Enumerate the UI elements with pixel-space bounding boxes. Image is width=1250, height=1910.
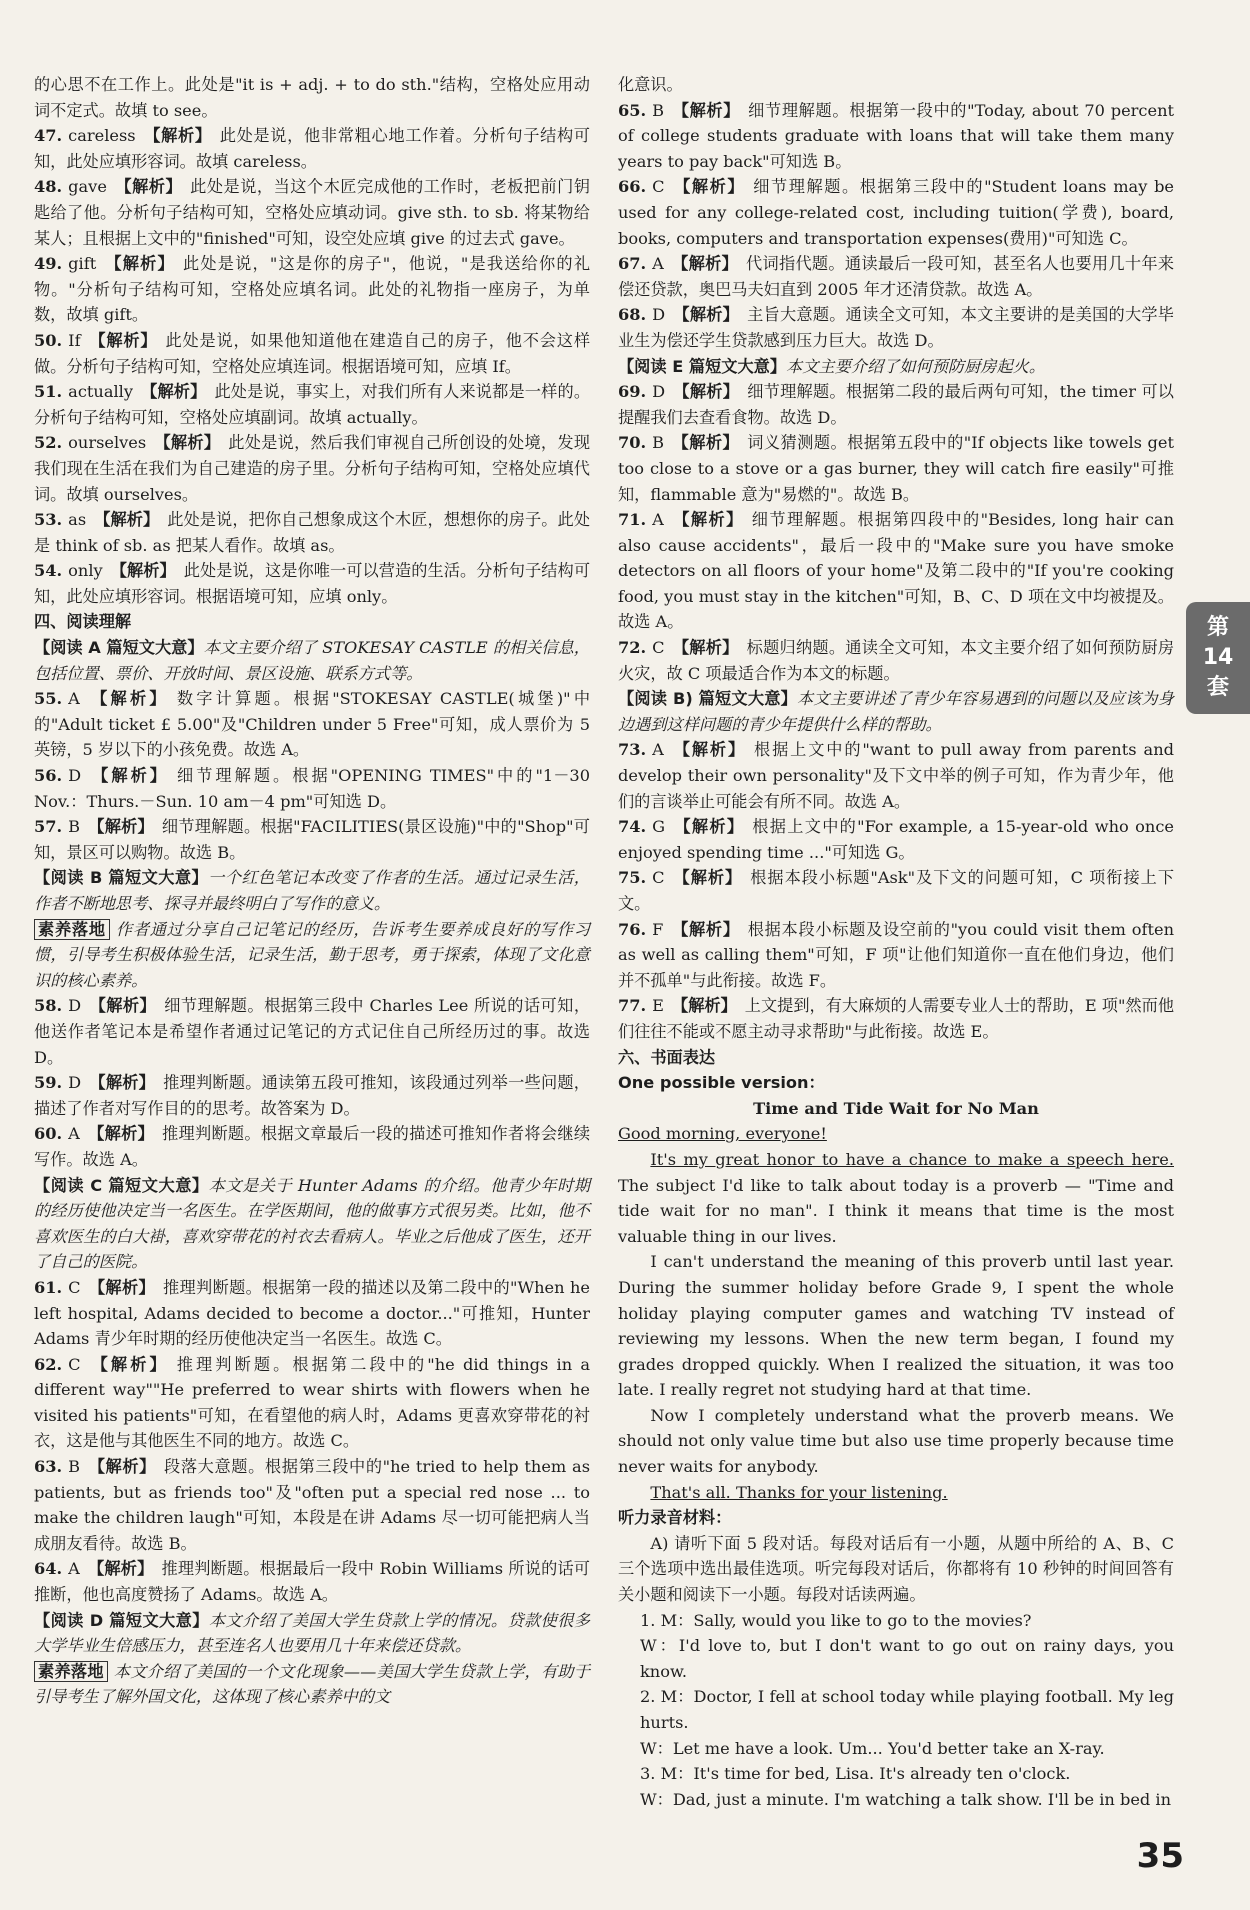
summary-label: 【阅读 B 篇短文大意】 bbox=[34, 868, 209, 888]
analysis-text: 此处是说，当这个木匠完成他的工作时，老板把前门钥匙给了他。分析句子结构可知，空格处应填动词。give sth. to sb. 将某物给某人；且根据上文中的"finished"可知，设空处应填 give 的过去式 gave。 bbox=[34, 177, 591, 248]
summary-text: 本文主要讲述了青少年容易遇到的问题以及应该为身边遇到这样问题的青少年提供什么样的帮助。 bbox=[618, 689, 1174, 734]
answer-item bbox=[618, 814, 1174, 865]
analysis-text: 此处是说，如果他知道他在建造自己的房子，他不会这样做。分析句子结构可知，空格处应填连词。根据语境可知，应填 If。 bbox=[34, 330, 591, 376]
analysis-text: 此处是说，把你自己想象成这个木匠，想想你的房子。此处是 think of sb. as 把某人看作。故填 as。 bbox=[34, 510, 591, 555]
answer-item bbox=[34, 814, 590, 865]
dialog-line: 1. M：Sally, would you like to go to the movies? bbox=[640, 1610, 1032, 1630]
summary-text: 本文是关于 Hunter Adams 的介绍。他青少年时期的经历使他决定当一名医生。在学医期间，他的做事方式很另类。比如，他不喜欢医生的白大褂，喜欢穿带花的衬衣去看病人。毕业之后他成了医生，还开了自己的医院。 bbox=[34, 1175, 590, 1272]
analysis-label: 【解析】 bbox=[104, 254, 175, 274]
page-number: 35 bbox=[1136, 1836, 1184, 1876]
question-number: 49. bbox=[34, 254, 63, 274]
analysis-label: 【解析】 bbox=[672, 177, 746, 197]
analysis-text: 代词指代题。通读最后一段可知，甚至名人也要用几十年来偿还贷款，奥巴马夫妇直到 2005 年才还清贷款。故选 A。 bbox=[618, 254, 1175, 299]
question-number: 47. bbox=[34, 126, 63, 146]
answer-item bbox=[618, 917, 1174, 994]
answer-item bbox=[618, 635, 1174, 686]
answer-choice: only bbox=[68, 561, 103, 581]
listening-instructions: A) 请听下面 5 段对话。每段对话后有一小题，从题中所给的 A、B、C 三个选项中选出最佳选项。听完每段对话后，你都将有 10 秒钟的时间回答有关小题和阅读下一小题。每段对话读两遍。 bbox=[618, 1533, 1174, 1605]
answer-item bbox=[34, 251, 590, 328]
question-number: 56. bbox=[34, 766, 63, 786]
passage-summary bbox=[34, 865, 590, 916]
left-column bbox=[34, 72, 590, 1710]
answer-choice: D bbox=[68, 1073, 82, 1093]
analysis-label: 【解析】 bbox=[154, 433, 221, 453]
answer-item bbox=[618, 251, 1174, 302]
question-number: 75. bbox=[618, 868, 647, 888]
question-number: 52. bbox=[34, 433, 63, 453]
passage-summary bbox=[618, 686, 1174, 737]
answer-choice: gave bbox=[68, 177, 107, 197]
question-number: 76. bbox=[618, 919, 647, 939]
analysis-label: 【解析】 bbox=[88, 1354, 169, 1374]
answer-item bbox=[34, 1121, 590, 1172]
analysis-text: 推理判断题。根据最后一段中 Robin Williams 所说的话可推断，他也高度赞扬了 Adams。故选 A。 bbox=[34, 1559, 590, 1605]
answer-item bbox=[618, 302, 1174, 353]
analysis-text: 细节理解题。根据第二段的最后两句可知，the timer 可以提醒我们去查看食物。故选 D。 bbox=[618, 382, 1174, 427]
answer-choice: C bbox=[68, 1277, 81, 1297]
analysis-label: 【解析】 bbox=[671, 510, 744, 530]
analysis-label: 【解析】 bbox=[87, 1559, 154, 1579]
essay-greeting-text: Good morning, everyone! bbox=[618, 1124, 827, 1144]
literacy-note bbox=[34, 917, 590, 994]
analysis-text: 此处是说，然后我们审视自己所创设的处境，发现我们现在生活在我们为自己建造的房子里。分析句子结构可知，空格处应填代词。故填 ourselves。 bbox=[34, 433, 591, 504]
question-number: 62. bbox=[34, 1354, 63, 1374]
question-number: 61. bbox=[34, 1277, 63, 1297]
essay-paragraph bbox=[618, 1403, 1174, 1480]
section-heading: 听力录音材料： bbox=[618, 1508, 732, 1528]
analysis-label: 【解析】 bbox=[140, 382, 207, 402]
analysis-label: 【解析】 bbox=[114, 177, 183, 197]
question-number: 68. bbox=[618, 305, 647, 325]
analysis-label: 【解析】 bbox=[672, 996, 737, 1016]
analysis-text: 细节理解题。根据第一段中的"Today, about 70 percent of college students graduate with loans that will take them many years to pay back"可知选 B。 bbox=[618, 100, 1174, 171]
answer-choice: D bbox=[68, 766, 82, 786]
answer-choice: If bbox=[68, 330, 81, 350]
analysis-label: 【解析】 bbox=[88, 1277, 155, 1297]
answer-item bbox=[618, 174, 1174, 251]
question-number: 54. bbox=[34, 561, 63, 581]
question-number: 73. bbox=[618, 740, 647, 760]
analysis-text: 细节理解题。根据第三段中 Charles Lee 所说的话可知，他送作者笔记本是希望作者通过记笔记的方式记住自己所经历过的事。故选 D。 bbox=[34, 996, 591, 1067]
answer-choice: A bbox=[68, 689, 80, 709]
answer-choice: G bbox=[652, 817, 666, 837]
question-number: 64. bbox=[34, 1559, 63, 1579]
answer-item bbox=[34, 763, 590, 814]
question-number: 67. bbox=[618, 254, 647, 274]
passage-summary bbox=[34, 1608, 590, 1659]
answer-choice: C bbox=[652, 638, 665, 658]
answer-choice: D bbox=[652, 382, 666, 402]
analysis-text: 推理判断题。根据第一段的描述以及第二段中的"When he left hospital, Adams decided to become a doctor..."可推知，Hunter Adams 青少年时期的经历使他决定当一名医生。故选 C。 bbox=[34, 1277, 590, 1349]
answer-item bbox=[618, 507, 1174, 635]
analysis-text: 此处是说，他非常粗心地工作着。分析句子结构可知，此处应填形容词。故填 careless。 bbox=[34, 126, 590, 171]
answer-choice: C bbox=[652, 868, 665, 888]
analysis-label: 【解析】 bbox=[89, 1073, 156, 1093]
question-number: 48. bbox=[34, 177, 63, 197]
question-number: 50. bbox=[34, 330, 63, 350]
answer-item bbox=[618, 993, 1174, 1044]
question-number: 58. bbox=[34, 996, 63, 1016]
dialog-line: W：Let me have a look. Um... You'd better take an X-ray. bbox=[640, 1738, 1105, 1758]
question-number: 60. bbox=[34, 1124, 63, 1144]
analysis-label: 【解析】 bbox=[110, 561, 176, 581]
passage-summary bbox=[34, 635, 590, 686]
answer-item bbox=[618, 737, 1174, 814]
analysis-text: 段落大意题。根据第三段中的"he tried to help them as patients, but as friends too"及"often put a special red nose ... to make the children laugh"可知，本段是在讲 Adams 尽一切可能把病人当成朋友看待。故选 B。 bbox=[34, 1457, 590, 1553]
question-number: 77. bbox=[618, 996, 647, 1016]
literacy-badge: 素养落地 bbox=[34, 919, 110, 940]
dialog-line: W：I'd love to, but I don't want to go out on rainy days, you know. bbox=[640, 1636, 1174, 1681]
answer-choice: F bbox=[652, 919, 664, 939]
answer-item bbox=[34, 174, 590, 251]
passage-summary bbox=[34, 1173, 590, 1275]
analysis-text: 数字计算题。根据"STOKESAY CASTLE(城堡)"中的"Adult ticket £ 5.00"及"Children under 5 Free"可知，成人票价为 5 英镑，5 岁以下的小孩免费。故选 A。 bbox=[34, 689, 591, 760]
question-number: 53. bbox=[34, 510, 63, 530]
set-tab-prefix: 第 bbox=[1206, 615, 1229, 640]
analysis-label: 【解析】 bbox=[88, 1457, 156, 1477]
essay-text: I can't understand the meaning of this proverb until last year. During the summer holiday before Grade 9, I spent the whole holiday playing computer games and watching TV instead of reviewing my lessons. When the new term began, I found my grades dropped quickly. When I realized the situation, it was too late. I really regret not studying hard at that time. bbox=[618, 1252, 1174, 1400]
section-heading: 六、书面表达 bbox=[618, 1047, 716, 1067]
analysis-label: 【解析】 bbox=[673, 382, 740, 402]
essay-greeting bbox=[618, 1121, 1174, 1147]
analysis-label: 【解析】 bbox=[672, 100, 741, 120]
analysis-text: 细节理解题。根据"FACILITIES(景区设施)"中的"Shop"可知，景区可以购物。故选 B。 bbox=[34, 817, 590, 862]
summary-label: 【阅读 A 篇短文大意】 bbox=[34, 638, 204, 658]
set-tab-suffix: 套 bbox=[1206, 675, 1229, 700]
essay-underlined: That's all. Thanks for your listening. bbox=[650, 1482, 948, 1502]
analysis-text: 根据上文中的"want to pull away from parents and develop their own personality"及下文中举的例子可知，作为青少年，他们的言谈举止可能会有所不同。故选 A。 bbox=[618, 740, 1174, 811]
analysis-text: 此处是说，事实上，对我们所有人来说都是一样的。分析句子结构可知，空格处应填副词。故填 actually。 bbox=[34, 382, 591, 427]
analysis-label: 【解析】 bbox=[87, 1124, 155, 1144]
answer-choice: E bbox=[652, 996, 664, 1016]
answer-choice: A bbox=[652, 510, 664, 530]
summary-text: 本文主要介绍了如何预防厨房起火。 bbox=[786, 356, 1046, 376]
answer-choice: ourselves bbox=[68, 433, 147, 453]
question-number: 70. bbox=[618, 433, 647, 453]
analysis-text: 此处是说，这是你唯一可以营造的生活。分析句子结构可知，此处应填形容词。根据语境可知，应填 only。 bbox=[34, 561, 591, 606]
answer-item bbox=[34, 1275, 590, 1352]
answer-choice: D bbox=[68, 996, 82, 1016]
question-number: 74. bbox=[618, 817, 647, 837]
summary-text: 一个红色笔记本改变了作者的生活。通过记录生活，作者不断地思考、探寻并最终明白了写作的意义。 bbox=[34, 868, 590, 913]
analysis-label: 【解析】 bbox=[88, 330, 158, 350]
answer-item bbox=[34, 328, 590, 379]
answer-choice: D bbox=[652, 305, 666, 325]
question-number: 69. bbox=[618, 382, 647, 402]
answer-choice: B bbox=[652, 433, 665, 453]
answer-item bbox=[618, 98, 1174, 175]
answer-choice: B bbox=[652, 100, 665, 120]
answer-item bbox=[34, 430, 590, 507]
analysis-label: 【解析】 bbox=[671, 919, 740, 939]
question-number: 63. bbox=[34, 1457, 63, 1477]
question-number: 65. bbox=[618, 100, 647, 120]
answer-choice: A bbox=[652, 254, 664, 274]
analysis-label: 【解析】 bbox=[671, 254, 739, 274]
summary-label: 【阅读 C 篇短文大意】 bbox=[34, 1175, 209, 1195]
answer-choice: as bbox=[68, 510, 87, 530]
question-number: 59. bbox=[34, 1073, 63, 1093]
answer-choice: C bbox=[68, 1354, 81, 1374]
set-tab-number: 14 bbox=[1202, 645, 1234, 670]
analysis-text: 根据本段小标题及设空前的"you could visit them often as well as calling them"可知，F 项"让他们知道你一直在他们身边，他们并不孤单"与此衔接。故选 F。 bbox=[618, 919, 1175, 990]
question-number: 72. bbox=[618, 638, 647, 658]
literacy-text: 本文介绍了美国的一个文化现象——美国大学生贷款上学，有助于引导考生了解外国文化，这体现了核心素养中的文 bbox=[34, 1661, 591, 1707]
analysis-text: 标题归纳题。通读全文可知，本文主要介绍了如何预防厨房火灾，故 C 项最适合作为本文的标题。 bbox=[618, 638, 1175, 683]
section-heading: One possible version： bbox=[618, 1073, 825, 1093]
dialog-line: 2. M：Doctor, I fell at school today while playing football. My leg hurts. bbox=[640, 1687, 1174, 1732]
question-number: 57. bbox=[34, 817, 63, 837]
summary-label: 【阅读 D 篇短文大意】 bbox=[34, 1610, 209, 1630]
question-number: 66. bbox=[618, 177, 647, 197]
answer-item bbox=[34, 686, 590, 763]
answer-choice: B bbox=[68, 1457, 81, 1477]
analysis-text: 根据本段小标题"Ask"及下文的问题可知，C 项衔接上下文。 bbox=[618, 868, 1175, 913]
analysis-text: 词义猜测题。根据第五段中的"If objects like towels get too close to a stove or a gas burner, they will catch fire easily"可推知，flammable 意为"易燃的"。故选 B。 bbox=[618, 433, 1174, 504]
analysis-label: 【解析】 bbox=[89, 996, 157, 1016]
answer-choice: gift bbox=[68, 254, 97, 274]
answer-item bbox=[34, 1454, 590, 1556]
answer-choice: actually bbox=[68, 382, 133, 402]
analysis-text: 上文提到，有大麻烦的人需要专业人士的帮助，E 项"然而他们往往不能或不愿主动寻求帮助"与此衔接。故选 E。 bbox=[618, 996, 1175, 1041]
question-number: 51. bbox=[34, 382, 63, 402]
summary-label: 【阅读 E 篇短文大意】 bbox=[618, 356, 787, 376]
question-number: 55. bbox=[34, 689, 63, 709]
section-heading: 四、阅读理解 bbox=[34, 612, 132, 632]
answer-choice: A bbox=[68, 1124, 80, 1144]
analysis-text: 推理判断题。根据第二段中的"he did things in a different way""He preferred to wear shirts with flowers when he visited his patients"可知，在看望他的病人时，Adams 更喜欢穿带花的衬衣，这是他与其他医生不同的地方。故选 C。 bbox=[34, 1354, 591, 1451]
answer-choice: careless bbox=[68, 126, 136, 146]
essay-text: The subject I'd like to talk about today is a proverb — "Time and tide wait for no man". I think it means that time is the most valuable thing in our lives. bbox=[618, 1175, 1174, 1246]
summary-label: 【阅读 B) 篇短文大意】 bbox=[618, 689, 798, 709]
analysis-text: 主旨大意题。通读全文可知，本文主要讲的是美国的大学毕业生为偿还学生贷款感到压力巨大。故选 D。 bbox=[618, 305, 1174, 350]
analysis-text: 细节理解题。根据第三段中的"Student loans may be used for any college-related cost, including tuition(学费), board, books, computers and transportation expenses(费用)"可知选 C。 bbox=[618, 177, 1175, 248]
answer-item bbox=[618, 430, 1174, 507]
set-number-tab bbox=[1186, 602, 1250, 714]
right-column bbox=[618, 72, 1174, 1812]
analysis-label: 【解析】 bbox=[143, 126, 212, 146]
analysis-label: 【解析】 bbox=[87, 689, 169, 709]
analysis-text: 推理判断题。根据文章最后一段的描述可推知作者将会继续写作。故选 A。 bbox=[34, 1124, 591, 1169]
essay-paragraph bbox=[618, 1480, 1174, 1506]
summary-text: 本文主要介绍了 STOKESAY CASTLE 的相关信息，包括位置、票价、开放时间、景区设施、联系方式等。 bbox=[34, 638, 590, 683]
analysis-label: 【解析】 bbox=[672, 638, 739, 658]
analysis-text: 细节理解题。根据第四段中的"Besides, long hair can also cause accidents"，最后一段中的"Make sure you have smoke detectors on all floors of your home"及第二段中的"If you're cooking food, you must stay in the kitchen"可知，B、C、D 项在文中均被提及。故选 A。 bbox=[618, 510, 1174, 632]
analysis-label: 【解析】 bbox=[673, 817, 745, 837]
essay-title: Time and Tide Wait for No Man bbox=[753, 1098, 1039, 1118]
essay-paragraph bbox=[618, 1147, 1174, 1249]
answer-item bbox=[34, 558, 590, 609]
essay-text: Now I completely understand what the proverb means. We should not only value time but also use time properly because time never waits for anybody. bbox=[618, 1405, 1174, 1477]
analysis-label: 【解析】 bbox=[672, 868, 743, 888]
answer-item bbox=[34, 379, 590, 430]
analysis-label: 【解析】 bbox=[89, 766, 170, 786]
essay-underlined: It's my great honor to have a chance to make a speech here. bbox=[650, 1149, 1174, 1169]
continued-text: 化意识。 bbox=[618, 75, 683, 94]
analysis-text: 推理判断题。通读第五段可推知，该段通过列举一些问题，描述了作者对写作目的的思考。故答案为 D。 bbox=[34, 1073, 590, 1118]
summary-text: 本文介绍了美国大学生贷款上学的情况。贷款使很多大学毕业生倍感压力，甚至连名人也要用几十年来偿还贷款。 bbox=[34, 1610, 590, 1656]
answer-item bbox=[618, 379, 1174, 430]
analysis-label: 【解析】 bbox=[671, 740, 747, 760]
analysis-label: 【解析】 bbox=[672, 433, 740, 453]
literacy-note bbox=[34, 1659, 590, 1710]
analysis-label: 【解析】 bbox=[673, 305, 740, 325]
literacy-badge: 素养落地 bbox=[34, 1661, 108, 1682]
analysis-text: 根据上文中的"For example, a 15-year-old who once enjoyed spending time ..."可知选 G。 bbox=[618, 817, 1174, 862]
analysis-label: 【解析】 bbox=[94, 510, 160, 530]
continued-text: 的心思不在工作上。此处是"it is + adj. + to do sth."结构，空格处应用动词不定式。故填 to see。 bbox=[34, 75, 590, 120]
question-number: 71. bbox=[618, 510, 647, 530]
dialog-line: W：Dad, just a minute. I'm watching a talk show. I'll be in bed in bbox=[640, 1789, 1172, 1809]
analysis-label: 【解析】 bbox=[88, 817, 154, 837]
passage-summary bbox=[618, 354, 1174, 380]
answer-item bbox=[34, 123, 590, 174]
answer-choice: A bbox=[652, 740, 664, 760]
answer-choice: B bbox=[68, 817, 81, 837]
answer-item bbox=[618, 865, 1174, 916]
answer-item bbox=[34, 993, 590, 1070]
answer-item bbox=[34, 507, 590, 558]
essay-paragraph bbox=[618, 1249, 1174, 1403]
literacy-text: 作者通过分享自己记笔记的经历，告诉考生要养成良好的写作习惯，引导考生积极体验生活，记录生活，勤于思考，勇于探索，体现了文化意识的核心素养。 bbox=[34, 919, 591, 990]
answer-item bbox=[34, 1556, 590, 1607]
answer-item bbox=[34, 1352, 590, 1454]
answer-choice: A bbox=[68, 1559, 80, 1579]
answer-item bbox=[34, 1070, 590, 1121]
dialog-line: 3. M：It's time for bed, Lisa. It's already ten o'clock. bbox=[640, 1764, 1071, 1784]
analysis-text: 细节理解题。根据"OPENING TIMES"中的"1－30 Nov.：Thurs.－Sun. 10 am－4 pm"可知选 D。 bbox=[34, 766, 591, 811]
answer-choice: C bbox=[652, 177, 665, 197]
analysis-text: 此处是说，"这是你的房子"，他说，"是我送给你的礼物。"分析句子结构可知，空格处应填名词。此处的礼物指一座房子，为单数，故填 gift。 bbox=[34, 254, 591, 325]
